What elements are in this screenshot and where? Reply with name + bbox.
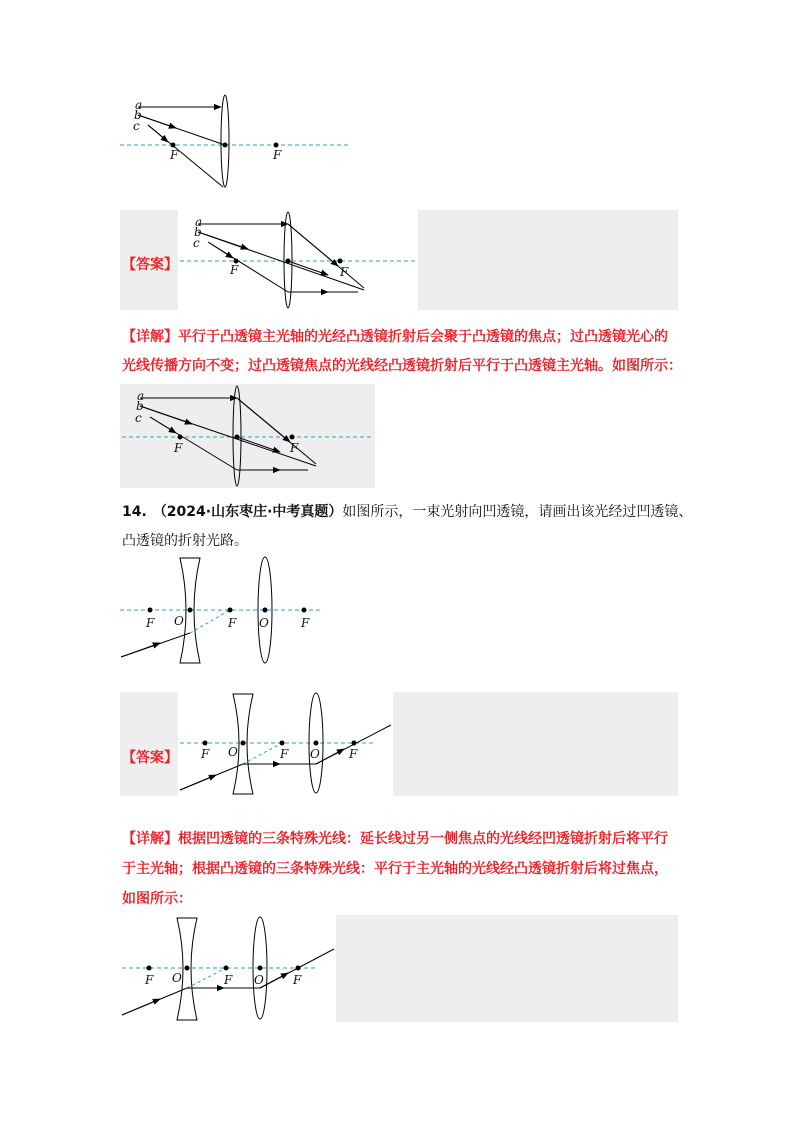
focus-label-left: F [174, 441, 183, 455]
ray-label-c: c [133, 119, 140, 133]
detail-tag: 【详解】 [122, 329, 178, 345]
center-label: O [228, 745, 238, 759]
focus-label-left: F [230, 263, 239, 277]
detail-1-line-1: 【详解】平行于凸透镜主光轴的光经凸透镜折射后会聚于凸透镜的焦点；过凸透镜光心的 [122, 329, 668, 345]
detail-2-line-3: 如图所示： [122, 891, 192, 907]
ray-label-b: b [194, 225, 202, 239]
question-number: 14. [122, 504, 147, 520]
center-label: O [254, 973, 264, 987]
focus-label: F [228, 616, 237, 630]
focus-label: F [224, 973, 233, 987]
ray-label-b: b [134, 108, 142, 122]
ray-label-c: c [193, 236, 200, 250]
answer-tag-2: 【答案】 [122, 750, 178, 766]
focus-label: F [145, 973, 154, 987]
question-14-line-2: 凸透镜的折射光路。 [122, 533, 248, 549]
question-figure-convex-lens [118, 95, 358, 190]
question-source: （2024·山东枣庄·中考真题） [152, 504, 343, 520]
answer-figure-convex-lens [178, 210, 418, 310]
focus-label-right: F [273, 148, 282, 162]
question-14-line-1: 14. （2024·山东枣庄·中考真题）如图所示，一束光射向凹透镜，请画出该光经过凹透镜、 [122, 504, 693, 520]
ray-label-a: a [135, 98, 143, 112]
focus-label: F [293, 973, 302, 987]
center-label: O [259, 616, 269, 630]
focus-label-left: F [170, 148, 179, 162]
ray-label-a: a [195, 215, 203, 229]
center-label: O [172, 971, 182, 985]
focus-label: F [201, 747, 210, 761]
detail-figure-concave-convex [120, 915, 336, 1022]
focus-label-right: F [290, 441, 299, 455]
ray-label-a: a [137, 389, 145, 403]
focus-label: F [301, 616, 310, 630]
focus-label-right: F [340, 265, 349, 279]
center-label: O [174, 614, 184, 628]
detail-2-line-1: 【详解】根据凹透镜的三条特殊光线：延长线过另一侧焦点的光线经凹透镜折射后将平行 [122, 831, 668, 847]
focus-label: F [280, 747, 289, 761]
focus-label: F [146, 616, 155, 630]
focus-label: F [349, 747, 358, 761]
detail-tag: 【详解】 [122, 831, 178, 847]
ray-label-b: b [136, 399, 144, 413]
detail-figure-convex-lens [120, 384, 375, 488]
ray-label-c: c [135, 411, 142, 425]
detail-1-line-2: 光线传播方向不变；过凸透镜焦点的光线经凸透镜折射后平行于凸透镜主光轴。如图所示： [122, 358, 682, 374]
answer-tag-1: 【答案】 [122, 257, 178, 273]
detail-2-line-2: 于主光轴；根据凸透镜的三条特殊光线：平行于主光轴的光线经凸透镜折射后将过焦点， [122, 861, 668, 877]
question-figure-concave-convex [118, 555, 328, 670]
center-label: O [310, 747, 320, 761]
answer-figure-concave-convex [178, 692, 393, 796]
